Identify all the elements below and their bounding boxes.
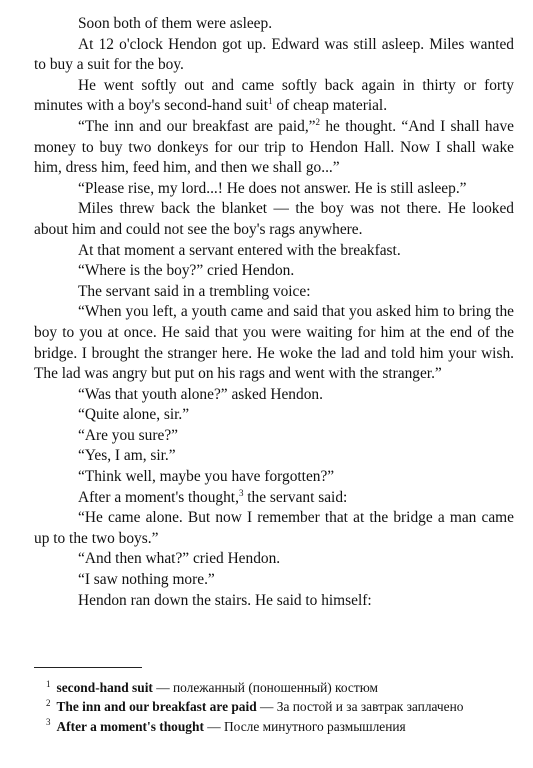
- paragraph-text: “The inn and our breakfast are paid,”: [78, 117, 316, 135]
- paragraph: [34, 467, 514, 488]
- paragraph-text: “And then what?” cried Hendon.: [78, 550, 281, 568]
- paragraph: [34, 426, 514, 447]
- paragraph-text: “Yes, I am, sir.”: [78, 447, 176, 465]
- paragraph-text: “Quite alone, sir.”: [78, 406, 190, 424]
- footnote-term: The inn and our breakfast are paid: [56, 699, 257, 715]
- paragraph: [34, 241, 514, 262]
- footnote-ref[interactable]: 1: [268, 96, 273, 107]
- paragraph: [34, 179, 514, 200]
- footnote-number: 3: [46, 717, 51, 728]
- paragraph: [34, 405, 514, 426]
- paragraph-text: He went softly out and came softly back again in thirty or forty minutes with a boy's second-hand suit: [34, 76, 514, 115]
- footnote-separator: —: [152, 680, 173, 695]
- paragraph-text: At 12 o'clock Hendon got up. Edward was still asleep. Miles wanted to buy a suit for the boy.: [34, 35, 514, 74]
- paragraph-text: The servant said in a trembling voice:: [78, 282, 311, 300]
- paragraph: [34, 199, 514, 240]
- footnote-ref[interactable]: 2: [315, 116, 321, 127]
- paragraph-text: of cheap material.: [272, 97, 388, 115]
- paragraph-text: After a moment's thought,: [78, 488, 239, 506]
- paragraph-text: “Where is the boy?” cried Hendon.: [78, 262, 295, 280]
- footnote-term: second-hand suit: [56, 680, 153, 695]
- paragraph-text: “When you left, a youth came and said that you asked him to bring the boy to you at once. He said that you were waiting for him at the end of the bridge. I brought the stranger here. He woke the lad and told him your wish. The lad was angry but put on his rags and went with the stranger.”: [34, 303, 514, 383]
- paragraph-text: “Please rise, my lord...! He does not answer. He is still asleep.”: [78, 179, 467, 197]
- paragraph-text: “He came alone. But now I remember that at the bridge a man came up to the two boys.”: [34, 509, 514, 547]
- footnote: [34, 678, 514, 697]
- paragraph: [34, 508, 514, 549]
- paragraph: [34, 385, 514, 406]
- footnote-divider: [34, 667, 142, 668]
- paragraph-text: “Was that youth alone?” asked Hendon.: [78, 385, 323, 403]
- paragraph-text: “I saw nothing more.”: [78, 571, 215, 589]
- paragraph-text: he thought. “And I shall have money to buy two donkeys for our trip to Hendon Hall. Now I shall wake him, dress him, feed him, and then we shall go...”: [34, 117, 514, 177]
- footnote-translation: полежанный (поношенный) костюм: [172, 680, 379, 695]
- paragraph: [34, 14, 514, 35]
- footnote-separator: —: [256, 699, 277, 715]
- footnote-ref[interactable]: 3: [238, 487, 244, 498]
- paragraph: [34, 282, 514, 303]
- footnote: [34, 717, 514, 736]
- footnote-translation: За постой и за завтрак заплачено: [276, 699, 464, 715]
- paragraph-text: Soon both of them were asleep.: [78, 15, 273, 32]
- paragraph-text: “Are you sure?”: [78, 426, 178, 444]
- footnote-term: After a moment's thought: [56, 718, 204, 734]
- paragraph: [34, 35, 514, 76]
- paragraph: [34, 117, 514, 179]
- paragraph: [34, 261, 514, 282]
- footnote: [34, 697, 514, 716]
- paragraph: [34, 488, 514, 509]
- footnote-translation: После минутного размышления: [224, 718, 406, 734]
- paragraph: [34, 76, 514, 117]
- paragraph: [34, 446, 514, 467]
- paragraph-text: Miles threw back the blanket — the boy was not there. He looked about him and could not see the boy's rags anywhere.: [34, 200, 514, 238]
- paragraph-text: “Think well, maybe you have forgotten?”: [78, 468, 335, 486]
- footnote-number: 2: [46, 697, 51, 708]
- paragraph: [34, 302, 514, 384]
- page-body: [34, 14, 514, 611]
- paragraph-text: the servant said:: [243, 488, 348, 506]
- paragraph: [34, 591, 514, 612]
- paragraph: [34, 549, 514, 570]
- footnote-number: 1: [46, 678, 51, 689]
- footnote-separator: —: [203, 718, 225, 734]
- paragraph: [34, 570, 514, 591]
- footnotes: [34, 678, 514, 736]
- paragraph-text: At that moment a servant entered with the breakfast.: [78, 241, 401, 259]
- paragraph-text: Hendon ran down the stairs. He said to himself:: [78, 591, 372, 609]
